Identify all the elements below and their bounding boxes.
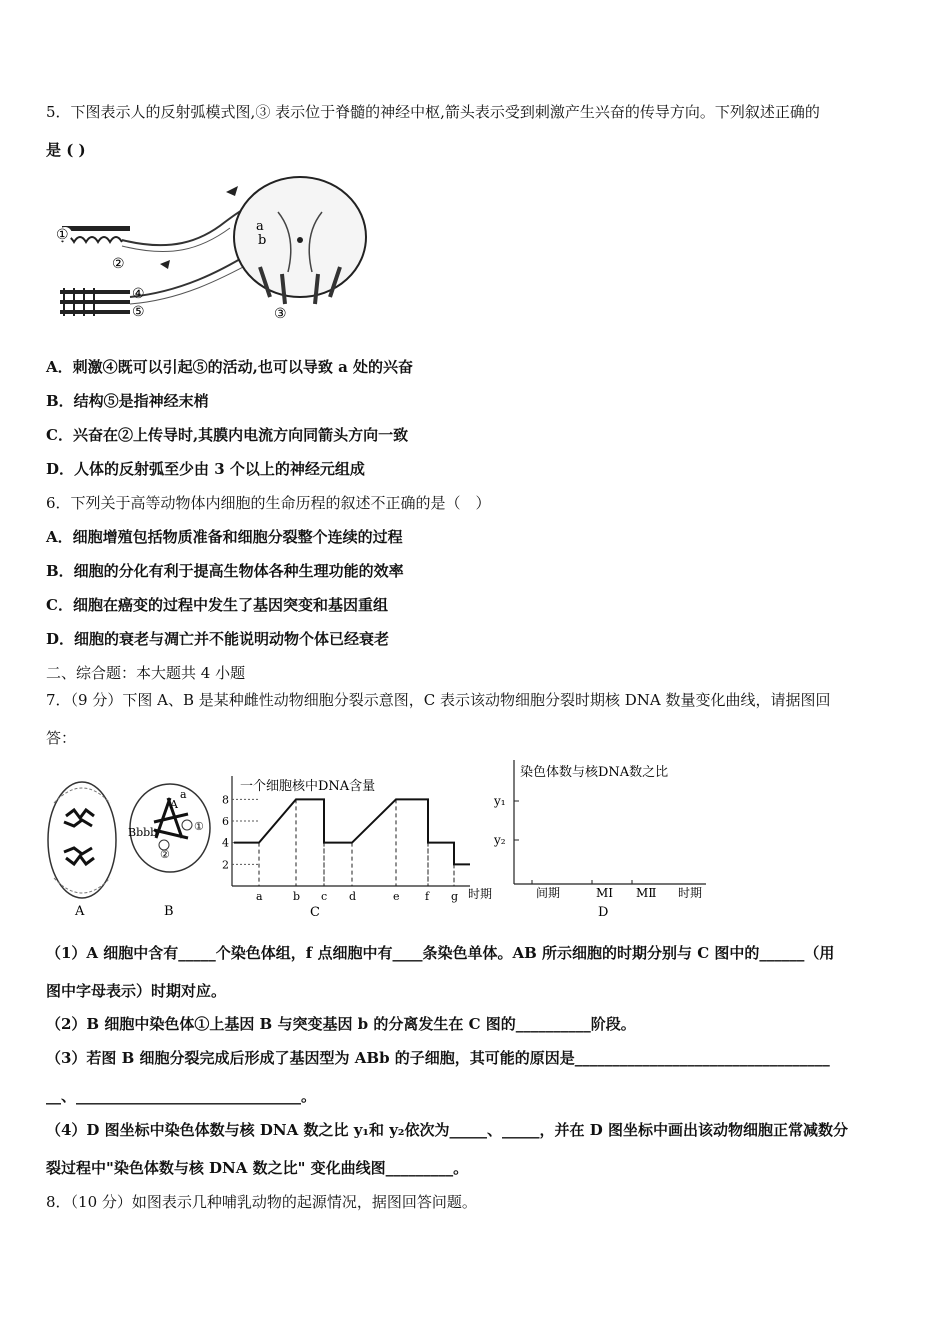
chart-c-series-line <box>234 799 470 864</box>
chart-c-xtick-b: b <box>293 890 301 903</box>
chart-c-xtick-a: a <box>256 890 263 903</box>
chart-c-caption: C <box>310 905 320 920</box>
chart-d-ytick-2: y₂ <box>494 833 506 847</box>
cell-figure-a <box>44 778 124 920</box>
chart-c-dna-content <box>222 770 502 922</box>
skin-surface <box>62 226 130 231</box>
chromosomes-top-a <box>64 810 94 826</box>
chart-c-ytick-6: 6 <box>222 814 229 828</box>
q5-option-d: D．人体的反射弧至少由 3 个以上的神经元组成 <box>46 460 365 478</box>
chart-d-xtick-3: MⅡ <box>636 886 657 900</box>
label-1: ① <box>56 227 69 243</box>
reflex-arc-figure <box>50 172 380 322</box>
chart-d-xtick-1: 间期 <box>536 886 561 900</box>
q7-stem-line1: 7．（9 分）下图 A、B 是某种雌性动物细胞分裂示意图，C 表示该动物细胞分裂时期核 DNA 数量变化曲线，请据图回 <box>46 691 831 709</box>
mark-1-label: ① <box>194 820 204 833</box>
q5-option-c: C．兴奋在②上传导时,其膜内电流方向同箭头方向一致 <box>46 426 409 444</box>
q6-option-c: C．细胞在癌变的过程中发生了基因突变和基因重组 <box>46 596 388 614</box>
cell-figure-b <box>124 778 216 920</box>
label-3: ③ <box>274 306 287 322</box>
chromosomes-bottom-a <box>64 848 94 864</box>
chart-d-caption: D <box>598 905 609 920</box>
chart-c-xtick-d: d <box>349 890 357 903</box>
gene-A-label: A <box>170 798 178 811</box>
arrow-afferent <box>226 186 238 196</box>
label-2: ② <box>112 256 125 272</box>
chart-d-ratio <box>492 756 722 922</box>
chart-c-xtick-g: g <box>451 890 459 903</box>
gene-b-labels: Bbbb <box>128 826 158 839</box>
chart-c-xtick-e: e <box>393 890 400 903</box>
label-4: ④ <box>132 286 145 302</box>
q5-stem-line2: 是 ( ) <box>46 141 86 159</box>
q7-question-3-line2: __、______________________________。 <box>46 1087 317 1105</box>
mark-2-label: ② <box>160 848 170 861</box>
chart-c-xlabel: 时期 <box>468 887 493 901</box>
q7-stem-line2: 答： <box>46 729 77 747</box>
chart-d-title: 染色体数与核DNA数之比 <box>520 765 669 780</box>
receptor-fibers <box>62 237 122 242</box>
q7-question-1-line2: 图中字母表示）时期对应。 <box>46 982 227 1000</box>
central-canal <box>297 237 303 243</box>
label-b: b <box>258 233 267 248</box>
chromosome-mark-1 <box>182 820 192 830</box>
effector-muscle <box>60 288 130 316</box>
q5-option-b: B．结构⑤是指神经末梢 <box>46 392 209 410</box>
chart-c-title: 一个细胞核中DNA含量 <box>240 779 376 794</box>
q6-option-b: B．细胞的分化有利于提高生物体各种生理功能的效率 <box>46 562 404 580</box>
q7-question-3-line1: （3）若图 B 细胞分裂完成后形成了基因型为 ABb 的子细胞，其可能的原因是__________________________________ <box>46 1049 830 1067</box>
q7-question-4-line1: （4）D 图坐标中染色体数与核 DNA 数之比 y₁和 y₂依次为_____、_____，并在 D 图坐标中画出该动物细胞正常减数分 <box>46 1121 848 1139</box>
q7-question-1-line1: （1）A 细胞中含有_____个染色体组，f 点细胞中有____条染色单体。AB 所示细胞的时期分别与 C 图中的______（用 <box>46 944 835 962</box>
chart-d-ytick-1: y₁ <box>494 794 506 808</box>
chart-c-xtick-f: f <box>425 890 430 903</box>
label-a: a <box>256 219 264 234</box>
caption-b: B <box>164 904 174 919</box>
caption-a: A <box>75 904 85 919</box>
label-5: ⑤ <box>132 304 145 320</box>
q5-stem-line1: 5．下图表示人的反射弧模式图,③ 表示位于脊髓的神经中枢,箭头表示受到刺激产生兴奋的传导方向。下列叙述正确的 <box>46 103 820 121</box>
q6-option-a: A．细胞增殖包括物质准备和细胞分裂整个连续的过程 <box>46 528 403 546</box>
q6-stem: 6．下列关于高等动物体内细胞的生命历程的叙述不正确的是（ ） <box>46 494 491 512</box>
q8-stem: 8．（10 分）如图表示几种哺乳动物的起源情况，据图回答问题。 <box>46 1193 477 1211</box>
q7-question-4-line2: 裂过程中"染色体数与核 DNA 数之比" 变化曲线图_________。 <box>46 1159 469 1177</box>
afferent-nerve-outline <box>122 228 230 252</box>
spindle-a <box>54 788 110 893</box>
chart-c-xtick-c: c <box>321 890 328 903</box>
chart-d-xlabel: 时期 <box>678 886 703 900</box>
chart-c-ytick-4: 4 <box>222 836 229 850</box>
q5-option-a: A．刺激④既可以引起⑤的活动,也可以导致 a 处的兴奋 <box>46 358 414 376</box>
chart-c-ytick-2: 2 <box>222 858 229 872</box>
chart-c-ytick-8: 8 <box>222 793 229 807</box>
section-2-title: 二、综合题：本大题共 4 小题 <box>46 664 246 682</box>
arrow-efferent <box>160 260 170 269</box>
q6-option-d: D．细胞的衰老与凋亡并不能说明动物个体已经衰老 <box>46 630 390 648</box>
q7-question-2: （2）B 细胞中染色体①上基因 B 与突变基因 b 的分离发生在 C 图的__________阶段。 <box>46 1015 636 1033</box>
chart-d-xtick-2: MⅠ <box>596 886 614 900</box>
gene-a-label: a <box>180 788 187 801</box>
